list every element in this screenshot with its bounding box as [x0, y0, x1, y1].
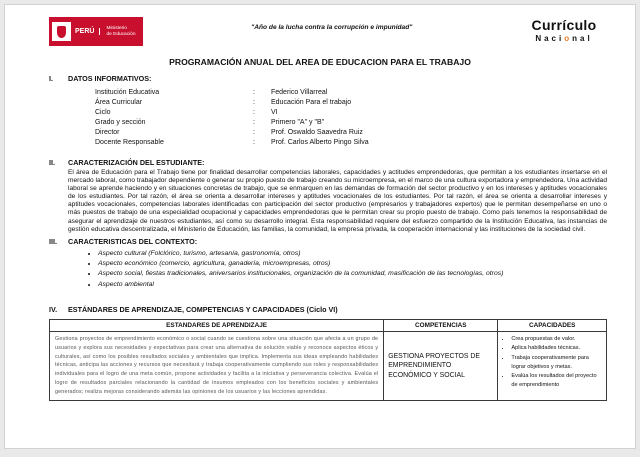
table-header-row	[50, 319, 607, 331]
section-datos-informativos	[49, 74, 607, 155]
context-bullet: • Aspecto cultural (Folclórico, turismo, artesanía, gastronomía, otros)	[98, 249, 607, 259]
cell-estandares: Gestiona proyectos de emprendimiento económico o social cuando se cuestiona sobre una situación que afecta a un grupo de usuarios y explora sus necesidades y expectativas para crear una alternativa de solución viable y reconoce aspectos éticos y culturales, así como los posibles resultados sociales y ambientales que implica. Implementa sus ideas empleando habilidades técnicas, anticipa las acciones y recursos que necesitará y trabaja cooperativamente cumpliendo sus roles y responsabilidades individuales para el logro de una meta común, propone actividades y facilita a la iniciativa y perseverancia colectiva. Evalúa el logro de resultados parciales relacionando la cantidad de insumos empleados con los beneficios sociales y ambientales generados; realiza mejoras considerando además las opiniones de los usuarios y las lecciones aprendidas.	[50, 331, 384, 400]
cell-competencias: GESTIONA PROYECTOS DE EMPRENDIMIENTO ECONÓMICO Y SOCIAL	[384, 331, 498, 400]
table-row	[50, 331, 607, 400]
capacidad-item: • Trabaja cooperativamente para lograr objetivos y metas.	[511, 354, 604, 371]
section-heading: CARACTERIZACIÓN DEL ESTUDIANTE:	[68, 157, 205, 167]
context-bullet: • Aspecto ambiental	[98, 280, 607, 290]
info-row: Área Curricular : Educación Para el trabajo	[95, 98, 352, 106]
section-numeral: II.	[49, 157, 55, 167]
section-estandares-heading	[49, 305, 607, 314]
page-header	[5, 17, 635, 46]
context-bullet: • Aspecto económico (comercio, agricultura, ganadería, microempresas, otros)	[98, 259, 607, 269]
column-header-estandares: ESTANDARES DE APRENDIZAJE	[50, 319, 384, 331]
section-numeral: III.	[49, 237, 57, 246]
info-row: Docente Responsable : Prof. Carlos Alberto Pingo Silva	[95, 138, 369, 146]
nacional-wordmark: Nacional	[535, 34, 593, 43]
curriculo-accent-letter: o	[564, 34, 573, 43]
ministry-logo	[49, 17, 143, 46]
logo-country-label: PERÚ	[75, 28, 100, 35]
curriculo-wordmark: Currículo	[531, 17, 597, 33]
capacidades-list	[500, 335, 604, 390]
estandares-table	[49, 319, 607, 401]
info-row: Director : Prof. Oswaldo Saavedra Ruiz	[95, 128, 363, 136]
document-title: PROGRAMACIÓN ANUAL DEL AREA DE EDUCACION PARA EL TRABAJO	[169, 57, 471, 67]
section-caracteristicas-contexto	[49, 237, 607, 290]
header-motto: "Año de la lucha contra la corrupción e impunidad"	[251, 24, 413, 31]
caracterizacion-paragraph: El área de Educación para el Trabajo tiene por finalidad desarrollar competencias laborales, capacidades y actitudes emprendedoras, que permitan a los estudiantes insertarse en el mercado laboral, como trabajador dependiente o generar su propio puesto de trabajo creando su microempresa, en el marco de una cultura exportadora y emprendedora. Una actividad laboral se aprende haciendo y en situaciones concretas de trabajo, que se enmarquen en las demandas de formación del sector productivo y en los intereses y aptitudes vocacionales de los estudiantes. Por tal razón, el área se orienta a desarrollar intereses y aptitudes vocacionales de los estudiantes. Por tal razón, el área se orienta a desarrollar intereses y aptitudes vocacionales, competencias laborales identificadas con participación del sector productivo (empresarios y trabajadores expertos) que le permitan desempeñarse en uno o más puestos de trabajo de una especialidad ocupacional y capacidades emprendedoras que le permitan crear su propio puesto de trabajo. Como país tenemos la responsabilidad de asegurar el aprendizaje de nuestros estudiantes, así como su desarrollo integral. Esta responsabilidad requiere del esfuerzo compartido de la Institución Educativa, las instancias de gestión educativa descentralizada, el Ministerio de Educación, las familias, la comunidad, la empresa privada, la cooperación internacional y las instituciones de la sociedad civil.	[68, 168, 607, 233]
info-row: Grado y sección : Primero "A" y "B"	[95, 118, 325, 126]
info-row: Institución Educativa : Federico Villarreal	[95, 89, 328, 96]
column-header-capacidades: CAPACIDADES	[498, 319, 607, 331]
document-page	[4, 4, 636, 449]
curriculo-nacional-logo	[521, 18, 607, 43]
capacidad-item: • Crea propuestas de valor.	[511, 335, 604, 344]
logo-ministry-label: Ministerio de Educación	[106, 25, 136, 37]
info-row: Ciclo : VI	[95, 108, 278, 116]
document-content	[5, 74, 635, 401]
section-numeral: I.	[49, 74, 53, 83]
section-heading: DATOS INFORMATIVOS:	[68, 74, 152, 83]
section-heading: ESTÁNDARES DE APRENDIZAJE, COMPETENCIAS Y CAPACIDADES (Ciclo VI)	[68, 304, 338, 314]
peru-emblem-icon	[52, 22, 71, 41]
column-header-competencias: COMPETENCIAS	[384, 319, 498, 331]
section-numeral: IV.	[49, 304, 58, 314]
context-bullet-list	[88, 249, 607, 290]
capacidad-item: • Evalúa los resultados del proyecto de emprendimiento	[511, 372, 604, 389]
context-bullet: • Aspecto social, fiestas tradicionales, aniversarios institucionales, organización de la comunidad, masificación de las tecnologías, otros)	[98, 269, 607, 279]
cell-capacidades	[498, 331, 607, 400]
section-caracterizacion-estudiante	[49, 158, 607, 234]
info-list	[95, 88, 607, 148]
section-heading: CARACTERISTICAS DEL CONTEXTO:	[68, 237, 198, 246]
capacidad-item: • Aplica habilidades técnicas.	[511, 344, 604, 353]
